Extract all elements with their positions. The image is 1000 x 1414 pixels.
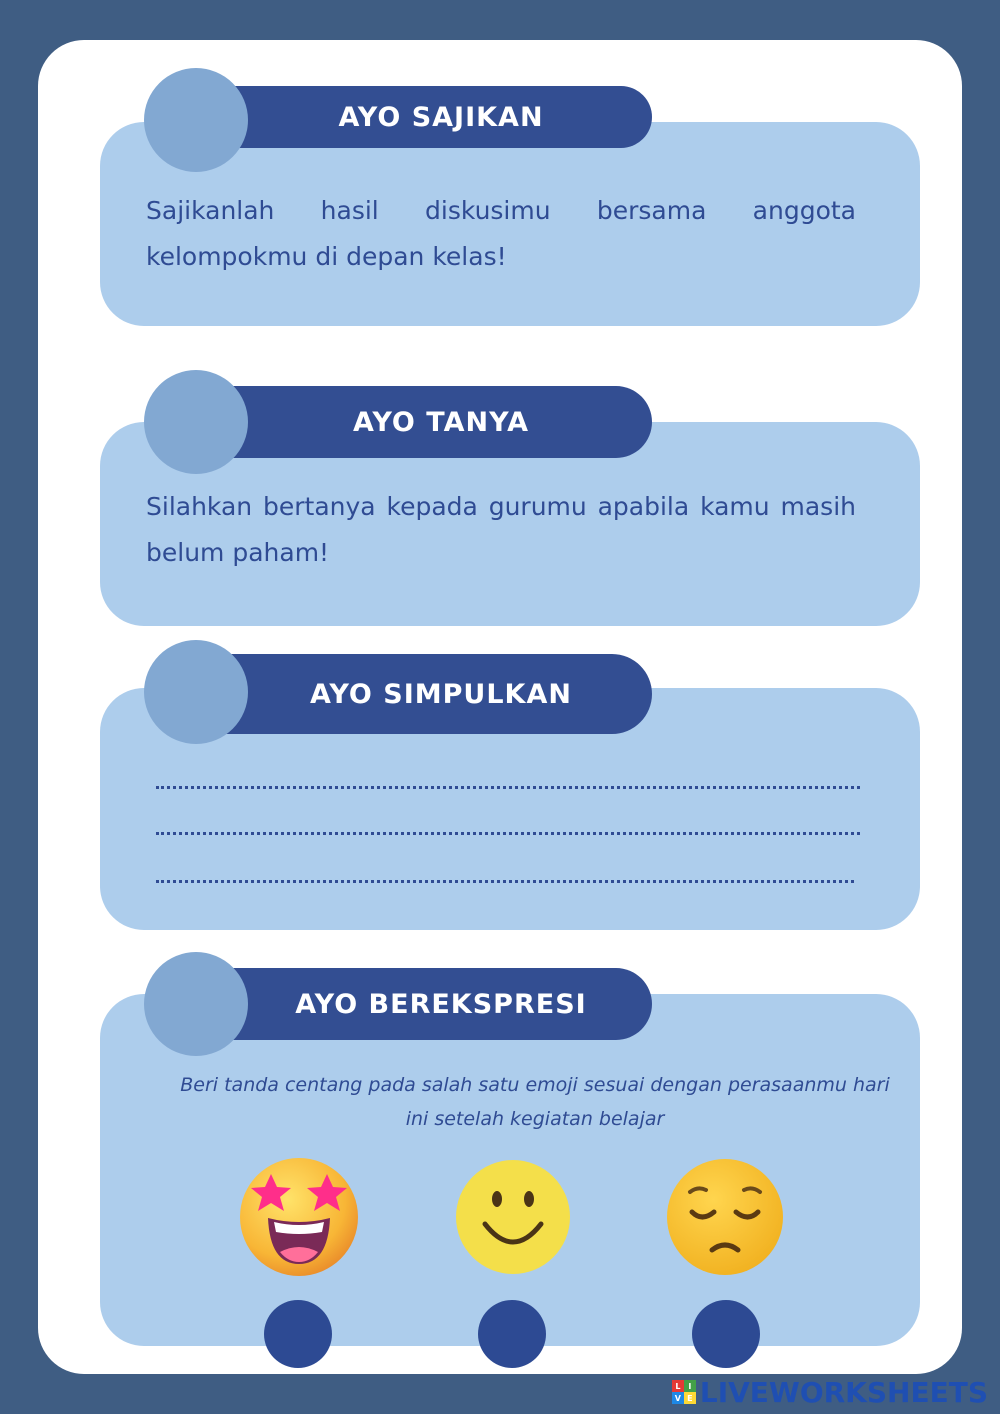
conclusion-line-3[interactable]	[156, 880, 854, 883]
section-badge-circle	[144, 640, 248, 744]
section-tanya-text: Silahkan bertanya kepada gurumu apabila kamu masih belum paham!	[146, 492, 856, 567]
section-badge-circle	[144, 952, 248, 1056]
conclusion-line-1[interactable]	[156, 786, 860, 789]
pensive-face-emoji-icon	[664, 1156, 786, 1278]
section-sajikan-header	[190, 86, 652, 148]
smiling-face-emoji-icon	[452, 1156, 574, 1278]
check-option-star-struck[interactable]	[264, 1300, 332, 1368]
conclusion-line-2[interactable]	[156, 832, 860, 835]
section-title: AYO SIMPULKAN	[310, 678, 572, 710]
section-title: AYO SAJIKAN	[338, 101, 544, 133]
section-title: AYO TANYA	[353, 406, 529, 438]
section-badge-circle	[144, 370, 248, 474]
liveworksheets-brand	[672, 1374, 988, 1410]
section-berekspresi-header	[190, 968, 652, 1040]
section-tanya-header	[190, 386, 652, 458]
check-option-pensive[interactable]	[692, 1300, 760, 1368]
brand-name: LIVEWORKSHEETS	[699, 1375, 988, 1409]
section-simpulkan-header	[190, 654, 652, 734]
liveworksheets-logo-icon: L I V E	[672, 1380, 696, 1404]
section-badge-circle	[144, 68, 248, 172]
section-title: AYO BEREKSPRESI	[295, 988, 587, 1020]
check-option-smiling[interactable]	[478, 1300, 546, 1368]
section-sajikan-text: Sajikanlah hasil diskusimu bersama anggota kelompokmu di depan kelas!	[146, 196, 856, 271]
star-struck-emoji-icon	[238, 1156, 360, 1278]
section-berekspresi-text: Beri tanda centang pada salah satu emoji sesuai dengan perasaanmu hari ini setelah kegiatan belajar	[180, 1074, 890, 1130]
